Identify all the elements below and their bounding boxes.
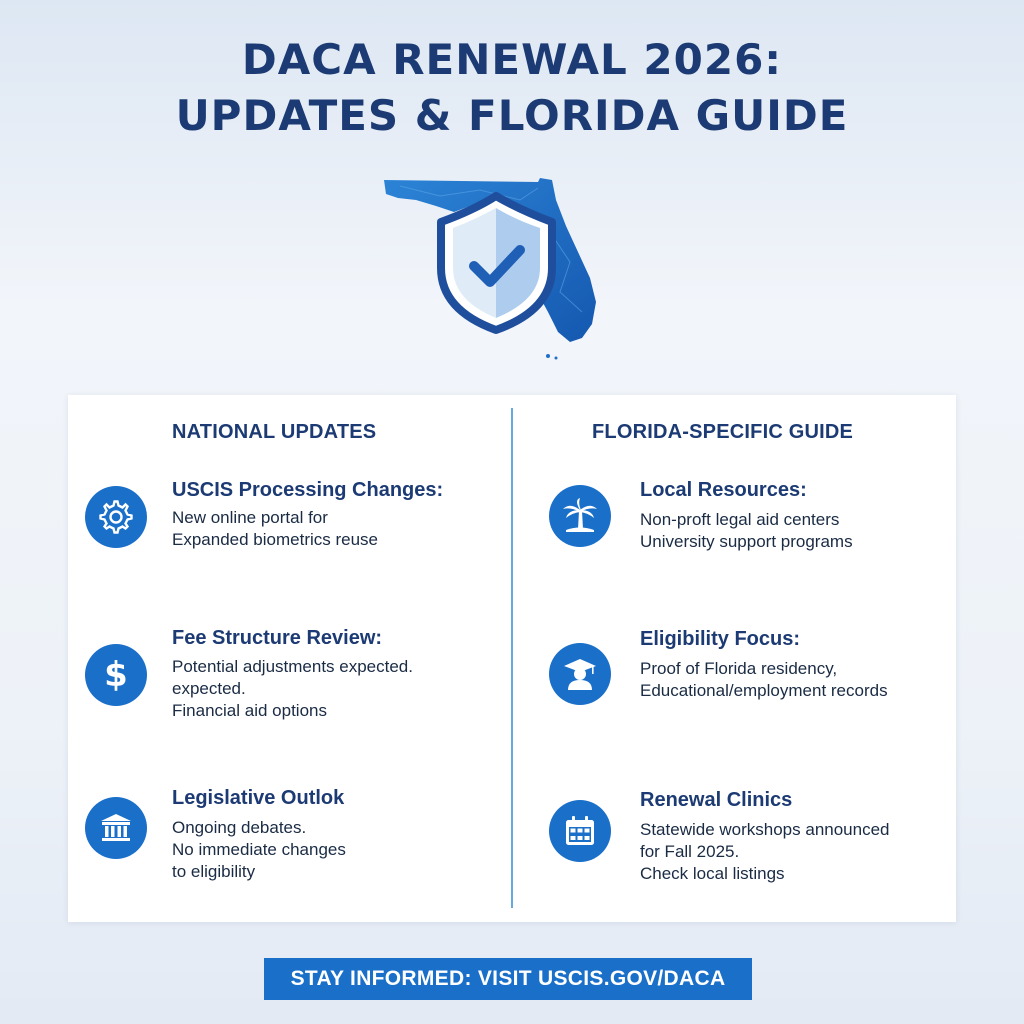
fee-structure-line-3: Financial aid options [172,701,327,720]
hero-graphic [370,172,610,372]
legislative-outlook-line-3: to eligibility [172,862,256,881]
legislative-outlook-line-2: No immediate changes [172,840,346,859]
renewal-clinics-line-2: for Fall 2025. [640,842,740,861]
stay-informed-label: STAY INFORMED: VISIT USCIS.GOV/DACA [290,967,726,990]
local-resources-line-2: University support programs [640,532,853,551]
renewal-clinics-title: Renewal Clinics [640,789,793,811]
stay-informed-banner[interactable] [264,958,752,1000]
title-line-1: DACA RENEWAL 2026: [241,35,783,84]
calendar-icon [549,800,611,862]
renewal-clinics-line-1: Statewide workshops announced [640,820,890,839]
uscis-processing-line-2: Expanded biometrics reuse [172,530,379,549]
gear-icon [85,486,147,548]
fee-structure-line-1: Potential adjustments expected. [172,657,413,676]
fee-structure-line-2: expected. [172,679,246,698]
page-title [0,32,1024,144]
title-line-2: UPDATES & FLORIDA GUIDE [175,91,849,140]
column-divider [511,408,513,908]
uscis-processing-line-1: New online portal for [172,508,328,527]
palm-tree-icon [549,485,611,547]
eligibility-focus-title: Eligibility Focus: [640,628,801,650]
fee-structure-title: Fee Structure Review: [172,627,383,649]
dollar-icon: $ [85,644,147,706]
renewal-clinics-line-3: Check local listings [640,864,785,883]
national-updates-heading: NATIONAL UPDATES [172,421,377,443]
courthouse-icon [85,797,147,859]
uscis-processing-title: USCIS Processing Changes: [172,479,444,501]
eligibility-focus-line-1: Proof of Florida residency, [640,659,838,678]
graduate-icon [549,643,611,705]
eligibility-focus-line-2: Educational/employment records [640,681,888,700]
legislative-outlook-title: Legislative Outlok [172,787,345,809]
florida-guide-heading: FLORIDA-SPECIFIC GUIDE [592,421,854,443]
local-resources-title: Local Resources: [640,479,807,501]
legislative-outlook-line-1: Ongoing debates. [172,818,307,837]
shield-check-icon [441,196,552,330]
local-resources-line-1: Non-proft legal aid centers [640,510,840,529]
